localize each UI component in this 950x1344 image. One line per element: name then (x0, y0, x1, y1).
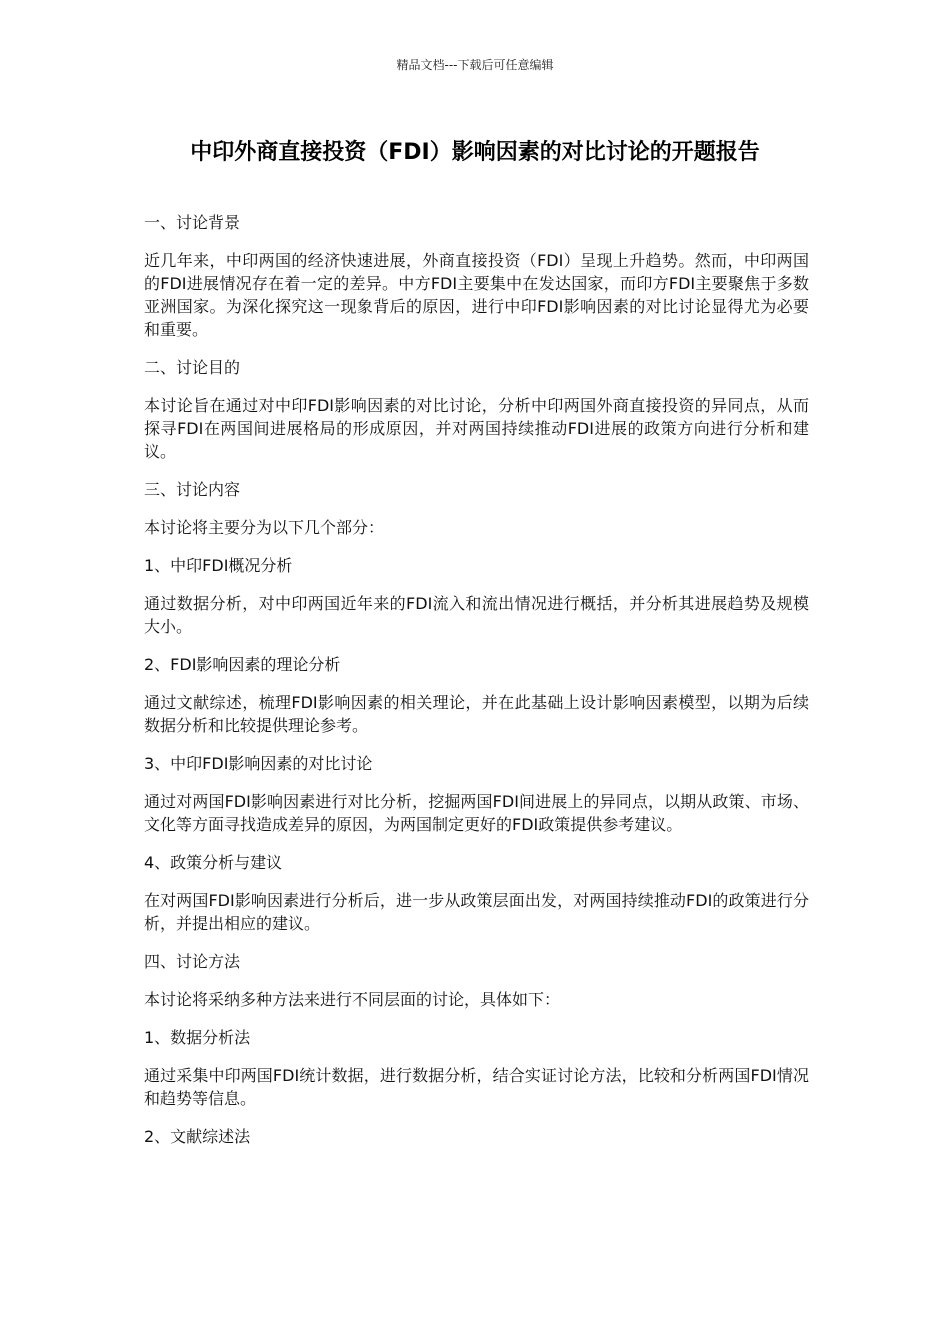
policy-paragraph: 在对两国FDI影响因素进行分析后，进一步从政策层面出发，对两国持续推动FDI的政策进行分析，并提出相应的建议。 (144, 891, 809, 933)
background-paragraph: 近几年来，中印两国的经济快速进展，外商直接投资（FDI）呈现上升趋势。然而，中印两国的FDI进展情况存在着一定的差异。中方FDI主要集中在发达国家，而印方FDI主要聚焦于多数亚洲国家。为深化探究这一现象背后的原因，进行中印FDI影响因素的对比讨论显得尤为必要和重要。 (144, 251, 809, 339)
document-title: 中印外商直接投资（FDI）影响因素的对比讨论的开题报告 (190, 140, 760, 165)
content-intro-paragraph: 本讨论将主要分为以下几个部分： (144, 518, 385, 537)
section-heading-purpose: 二、讨论目的 (144, 358, 241, 377)
subsection-heading-comparison: 3、中印FDI影响因素的对比讨论 (144, 754, 373, 773)
comparison-paragraph: 通过对两国FDI影响因素进行对比分析，挖掘两国FDI间进展上的异同点，以期从政策、市场、文化等方面寻找造成差异的原因，为两国制定更好的FDI政策提供参考建议。 (144, 792, 809, 834)
overview-paragraph: 通过数据分析，对中印两国近年来的FDI流入和流出情况进行概括，并分析其进展趋势及规模大小。 (144, 594, 809, 636)
purpose-paragraph: 本讨论旨在通过对中印FDI影响因素的对比讨论，分析中印两国外商直接投资的异同点，从而探寻FDI在两国间进展格局的形成原因，并对两国持续推动FDI进展的政策方向进行分析和建议。 (144, 396, 809, 461)
subsection-heading-theory: 2、FDI影响因素的理论分析 (144, 655, 341, 674)
section-heading-methods: 四、讨论方法 (144, 952, 241, 971)
theory-paragraph: 通过文献综述，梳理FDI影响因素的相关理论，并在此基础上设计影响因素模型，以期为后续数据分析和比较提供理论参考。 (144, 693, 809, 735)
document-body (144, 211, 809, 1163)
page-header: 精品文档---下载后可任意编辑 (396, 58, 554, 72)
subsection-heading-data-analysis: 1、数据分析法 (144, 1028, 251, 1047)
section-heading-background: 一、讨论背景 (144, 213, 241, 232)
subsection-heading-policy: 4、政策分析与建议 (144, 853, 283, 872)
methods-intro-paragraph: 本讨论将采纳多种方法来进行不同层面的讨论，具体如下： (144, 990, 561, 1009)
subsection-heading-literature-review: 2、文献综述法 (144, 1127, 251, 1146)
subsection-heading-overview: 1、中印FDI概况分析 (144, 556, 293, 575)
data-analysis-paragraph: 通过采集中印两国FDI统计数据，进行数据分析，结合实证讨论方法，比较和分析两国FDI情况和趋势等信息。 (144, 1066, 809, 1108)
section-heading-content: 三、讨论内容 (144, 480, 241, 499)
